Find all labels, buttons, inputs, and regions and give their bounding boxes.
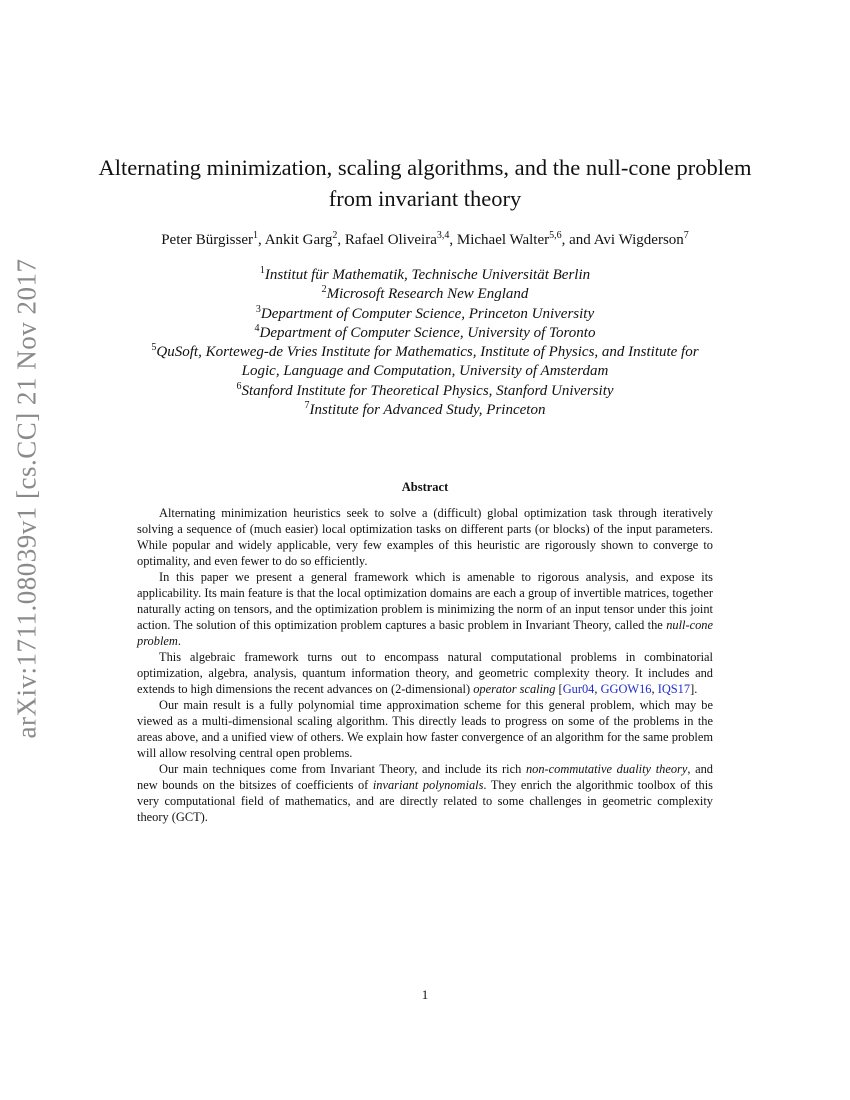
abstract-paragraph: Our main techniques come from Invariant Theory, and include its rich non-commutative duality theory, and new bounds on the bitsizes of coefficients of invariant polynomials. They enrich the algorithmic toolbox of this very computational field of mathematics, and are directly related to some challenges in geometric complexity theory (GCT).: [137, 762, 713, 824]
author: Rafael Oliveira$^{3,4}$,: [344, 230, 457, 248]
citation-link[interactable]: IQS17: [657, 682, 691, 696]
affiliation: $^3$Department of Computer Science, Princeton University: [255, 303, 595, 322]
abstract-paragraph: Our main result is a fully polynomial time approximation scheme for this general problem, which may be viewed as a multi-dimensional scaling algorithm. This directly leads to progress on some of the problems in the areas above, and a unified view of others. We explain how faster convergence of an algorithm for the same problem will allow resolving central open problems.: [137, 698, 713, 760]
abstract-paragraph: This algebraic framework turns out to encompass natural computational problems in combinatorial optimization, algebra, analysis, quantum information theory, and geometric complexity theory. It includes and extends to high dimensions the recent advances on (2-dimensional) operator scaling [Gur04, GGOW16, IQS17].: [137, 650, 713, 696]
affiliation: $^7$Institute for Advanced Study, Princeton: [304, 400, 546, 419]
author: Peter Bürgisser$^1$,: [161, 230, 265, 248]
author: Avi Wigderson$^7$: [593, 230, 689, 248]
affiliation: $^2$Microsoft Research New England: [321, 284, 529, 303]
author-list: [90, 232, 760, 249]
arxiv-identifier-stamp: [2, 258, 52, 738]
arxiv-identifier-text: arXiv:1711.08039v1 [cs.CC] 21 Nov 2017: [11, 258, 42, 738]
paper-title: Alternating minimization, scaling algorithms, and the null-cone problem from invariant theory: [98, 155, 752, 211]
citation-link[interactable]: GGOW16: [600, 682, 652, 696]
abstract-heading: Abstract: [401, 480, 449, 494]
affiliation: $^4$Department of Computer Science, University of Toronto: [254, 322, 596, 341]
affiliation: $^6$Stanford Institute for Theoretical Physics, Stanford University: [236, 380, 614, 399]
abstract-paragraph: Alternating minimization heuristics seek to solve a (difficult) global optimization task through iteratively solving a sequence of (much easier) local optimization tasks on different parts (or blocks) of the input parameters. While popular and widely applicable, very few examples of this heuristic are rigorously shown to converge to optimality, and even fewer to do so efficiently.: [137, 506, 713, 568]
abstract-paragraph: In this paper we present a general framework which is amenable to rigorous analysis, and expose its applicability. Its main feature is that the local optimization domains are each a group of invertible matrices, together naturally acting on tensors, and the optimization problem is minimizing the norm of an input tensor under this joint action. The solution of this optimization problem captures a basic problem in Invariant Theory, called the null-cone problem.: [137, 570, 713, 648]
affiliation: Logic, Language and Computation, University of Amsterdam: [241, 363, 609, 380]
page-number: 1: [421, 987, 429, 1002]
affiliation: $^5$QuSoft, Korteweg-de Vries Institute for Mathematics, Institute of Physics, and Institute for: [151, 342, 699, 361]
affiliation: $^1$Institut für Mathematik, Technische Universität Berlin: [259, 265, 591, 283]
abstract-body: [137, 505, 713, 825]
author: Ankit Garg$^2$,: [264, 230, 345, 248]
affiliation-list: [90, 266, 760, 420]
author: Michael Walter$^{5,6}$, and: [456, 230, 594, 248]
citation-link[interactable]: Gur04: [562, 682, 595, 696]
